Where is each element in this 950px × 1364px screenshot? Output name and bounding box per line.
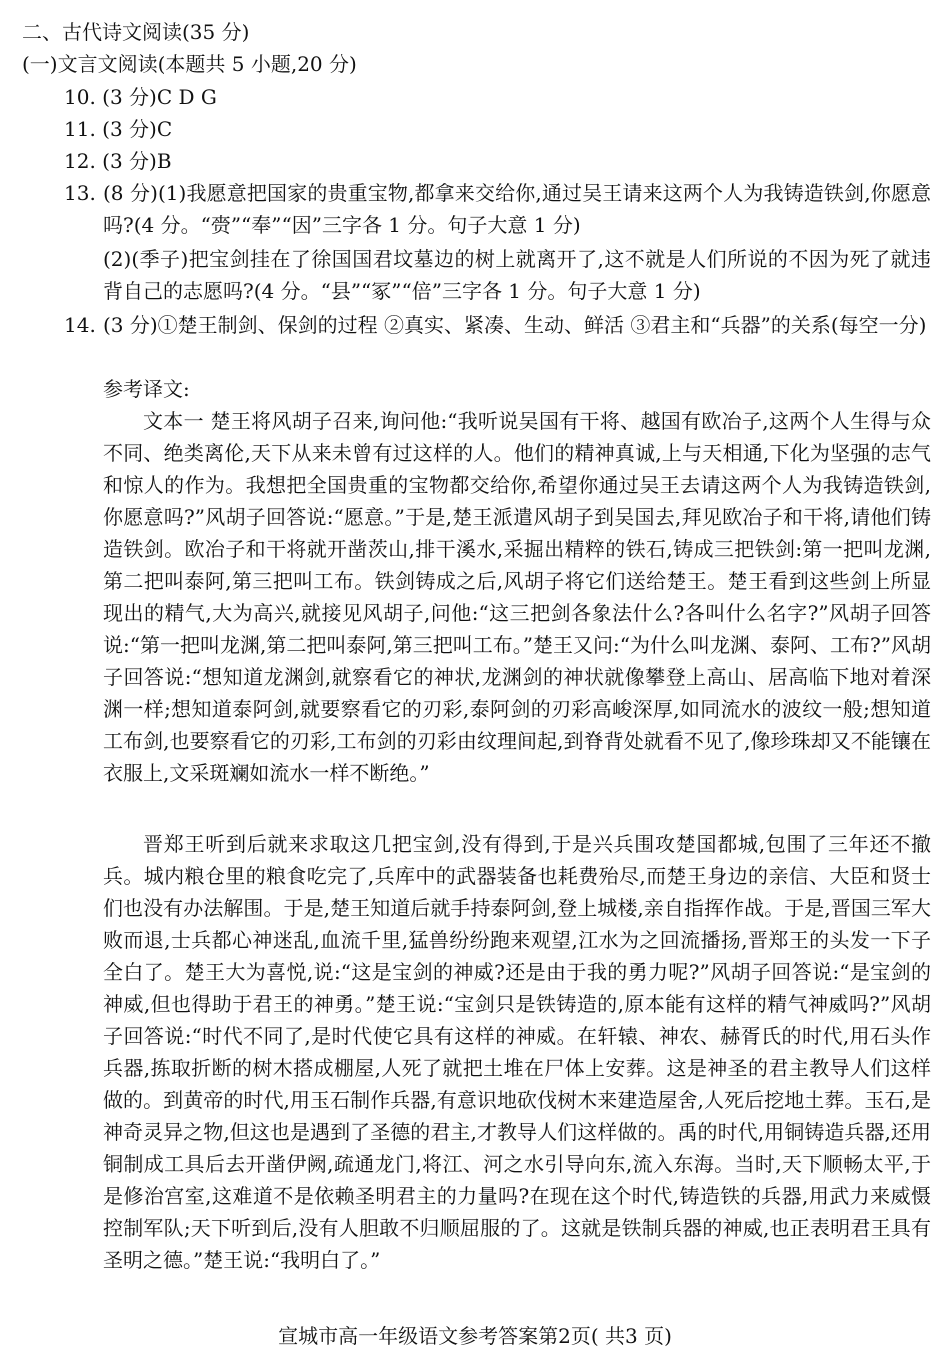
answer-text: (3 分)C xyxy=(102,117,173,141)
answer-13-part1: (8 分)(1)我愿意把国家的贵重宝物,都拿来交给你,通过吴王请来这两个人为我铸造铁剑,你愿意吗?(4 分。“赍”“奉”“因”三字各 1 分。句子大意 1 分) xyxy=(103,181,931,237)
section-title: 二、古代诗文阅读(35 分) xyxy=(22,20,250,44)
answer-14-number: 14. xyxy=(64,313,96,337)
answer-number: 10. xyxy=(64,85,96,109)
answer-number: 12. xyxy=(64,149,96,173)
translation-label: 参考译文: xyxy=(103,377,190,401)
answer-12 xyxy=(64,145,172,177)
answer-14-text: (3 分)①楚王制剑、保剑的过程 ②真实、紧凑、生动、鲜活 ③君主和“兵器”的关系(每空一分) xyxy=(103,313,927,337)
answer-11 xyxy=(64,113,172,145)
translation-paragraph-1: 文本一 楚王将风胡子召来,询问他:“我听说吴国有干将、越国有欧冶子,这两个人生得与众不同、绝类离伦,天下从来未曾有过这样的人。他们的精神真诚,上与天相通,下化为坚强的志气和惊人的作为。我想把全国贵重的宝物都交给你,希望你通过吴王去请这两个人为我铸造铁剑,你愿意吗?”风胡子回答说:“愿意。”于是,楚王派遣风胡子到吴国去,拜见欧冶子和干将,请他们铸造铁剑。欧冶子和干将就开凿茨山,排干溪水,采掘出精粹的铁石,铸成三把铁剑:第一把叫龙渊,第二把叫泰阿,第三把叫工布。铁剑铸成之后,风胡子将它们送给楚王。楚王看到这些剑上所显现出的精气,大为高兴,就接见风胡子,问他:“这三把剑各象法什么?各叫什么名字?”风胡子回答说:“第一把叫龙渊,第二把叫泰阿,第三把叫工布。”楚王又问:“为什么叫龙渊、泰阿、工布?”风胡子回答说:“想知道龙渊剑,就察看它的神状,龙渊剑的神状就像攀登上高山、居高临下地对着深渊一样;想知道泰阿剑,就要察看它的刃彩,泰阿剑的刃彩高峻深厚,如同流水的波纹一般;想知道工布剑,也要察看它的刃彩,工布剑的刃彩由纹理间起,到脊背处就看不见了,像珍珠却又不能镶在衣服上,文采斑斓如流水一样不断绝。” xyxy=(103,409,931,785)
answer-number: 11. xyxy=(64,117,96,141)
answer-text: (3 分)C D G xyxy=(102,85,217,109)
answer-13-part2: (2)(季子)把宝剑挂在了徐国国君坟墓边的树上就离开了,这不就是人们所说的不因为死了就违背自己的志愿吗?(4 分。“县”“冢”“倍”三字各 1 分。句子大意 1 分) xyxy=(103,247,931,303)
page-footer: 宣城市高一年级语文参考答案第2页( 共3 页) xyxy=(278,1324,672,1348)
answer-13-number: 13. xyxy=(64,181,96,205)
answer-10 xyxy=(64,81,217,113)
subsection-title: (一)文言文阅读(本题共 5 小题,20 分) xyxy=(22,52,357,76)
translation-paragraph-2: 晋郑王听到后就来求取这几把宝剑,没有得到,于是兴兵围攻楚国都城,包围了三年还不撤兵。城内粮仓里的粮食吃完了,兵库中的武器装备也耗费殆尽,而楚王身边的亲信、大臣和贤士们也没有办法解围。于是,楚王知道后就手持泰阿剑,登上城楼,亲自指挥作战。于是,晋国三军大败而退,士兵都心神迷乱,血流千里,猛兽纷纷跑来观望,江水为之回流播扬,晋郑王的头发一下子全白了。楚王大为喜悦,说:“这是宝剑的神威?还是由于我的勇力呢?”风胡子回答说:“是宝剑的神威,但也得助于君王的神勇。”楚王说:“宝剑只是铁铸造的,原本能有这样的精气神威吗?”风胡子回答说:“时代不同了,是时代使它具有这样的神威。在轩辕、神农、赫胥氏的时代,用石头作兵器,拣取折断的树木搭成棚屋,人死了就把土堆在尸体上安葬。这是神圣的君主教导人们这样做的。到黄帝的时代,用玉石制作兵器,有意识地砍伐树木来建造屋舍,人死后挖地土葬。玉石,是神奇灵异之物,但这也是遇到了圣德的君主,才教导人们这样做的。禹的时代,用铜铸造兵器,还用铜制成工具后去开凿伊阙,疏通龙门,将江、河之水引导向东,流入东海。当时,天下顺畅太平,于是修治宫室,这难道不是依赖圣明君主的力量吗?在现在这个时代,铸造铁的兵器,用武力来威慑控制军队;天下听到后,没有人胆敢不归顺屈服的了。这就是铁制兵器的神威,也正表明君王具有圣明之德。”楚王说:“我明白了。” xyxy=(103,832,931,1272)
answer-text: (3 分)B xyxy=(102,149,172,173)
